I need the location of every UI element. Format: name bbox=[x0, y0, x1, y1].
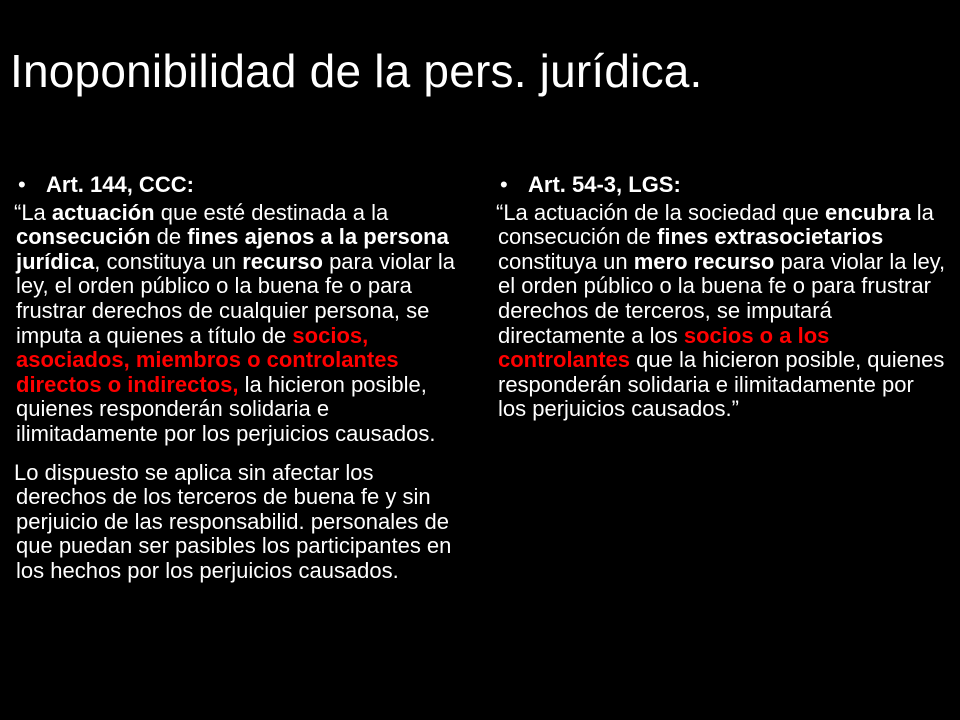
right-paragraph-1 bbox=[498, 201, 946, 422]
left-paragraph-1 bbox=[16, 201, 466, 447]
right-bold-text: encubra bbox=[825, 199, 911, 225]
left-paragraph-2: Lo dispuesto se aplica sin afectar los derechos de los terceros de buena fe y sin perjuicio de las responsabilid. personales de que puedan ser pasibles los participantes en los hechos por los perjuicios causados. bbox=[14, 459, 452, 583]
right-text: constituya un bbox=[498, 248, 634, 274]
left-bold-text: fines ajenos a la persona jurídica bbox=[16, 224, 449, 274]
right-bold-text: fines extrasocietarios bbox=[657, 224, 884, 250]
left-text: la hicieron posible, quienes responderán solidaria e ilimitadamente por los perjuicios causados. bbox=[16, 371, 436, 446]
right-text: que la hicieron posible, quienes responderán solidaria e ilimitadamente por los perjuicios causados.” bbox=[498, 347, 945, 422]
right-highlight-text: socios o a los controlantes bbox=[498, 322, 830, 373]
right-bold-text: mero recurso bbox=[633, 248, 775, 274]
right-text: la consecución de bbox=[498, 199, 934, 250]
right-column bbox=[498, 173, 946, 422]
right-text: para violar la ley, el orden público o la buena fe o para frustrar derechos de terceros, se imputará directamente a los bbox=[498, 248, 946, 348]
left-text: “La bbox=[14, 199, 52, 225]
left-heading: Art. 144, CCC: bbox=[46, 172, 194, 197]
left-column bbox=[16, 173, 466, 584]
left-text: de bbox=[150, 224, 188, 250]
left-bold-text: consecución bbox=[16, 224, 151, 250]
left-text: , constituya un bbox=[94, 248, 243, 274]
slide-title: Inoponibilidad de la pers. jurídica. bbox=[10, 45, 703, 97]
left-text: para violar la ley, el orden público o la buena fe o para frustrar derechos de cualquier persona, se imputa a quienes a título de bbox=[16, 248, 456, 348]
left-text: que esté destinada a la bbox=[154, 199, 389, 225]
left-highlight-text: socios, asociados, miembros o controlantes directos o indirectos, bbox=[16, 322, 399, 397]
left-bullet-heading bbox=[16, 173, 466, 198]
bullet-icon: • bbox=[500, 172, 508, 197]
left-bold-text: recurso bbox=[242, 248, 323, 274]
left-bold-text: actuación bbox=[51, 199, 155, 225]
bullet-icon: • bbox=[18, 172, 26, 197]
right-heading: Art. 54-3, LGS: bbox=[528, 172, 681, 197]
right-bullet-heading bbox=[498, 173, 946, 198]
right-text: “La actuación de la sociedad que bbox=[496, 199, 826, 225]
